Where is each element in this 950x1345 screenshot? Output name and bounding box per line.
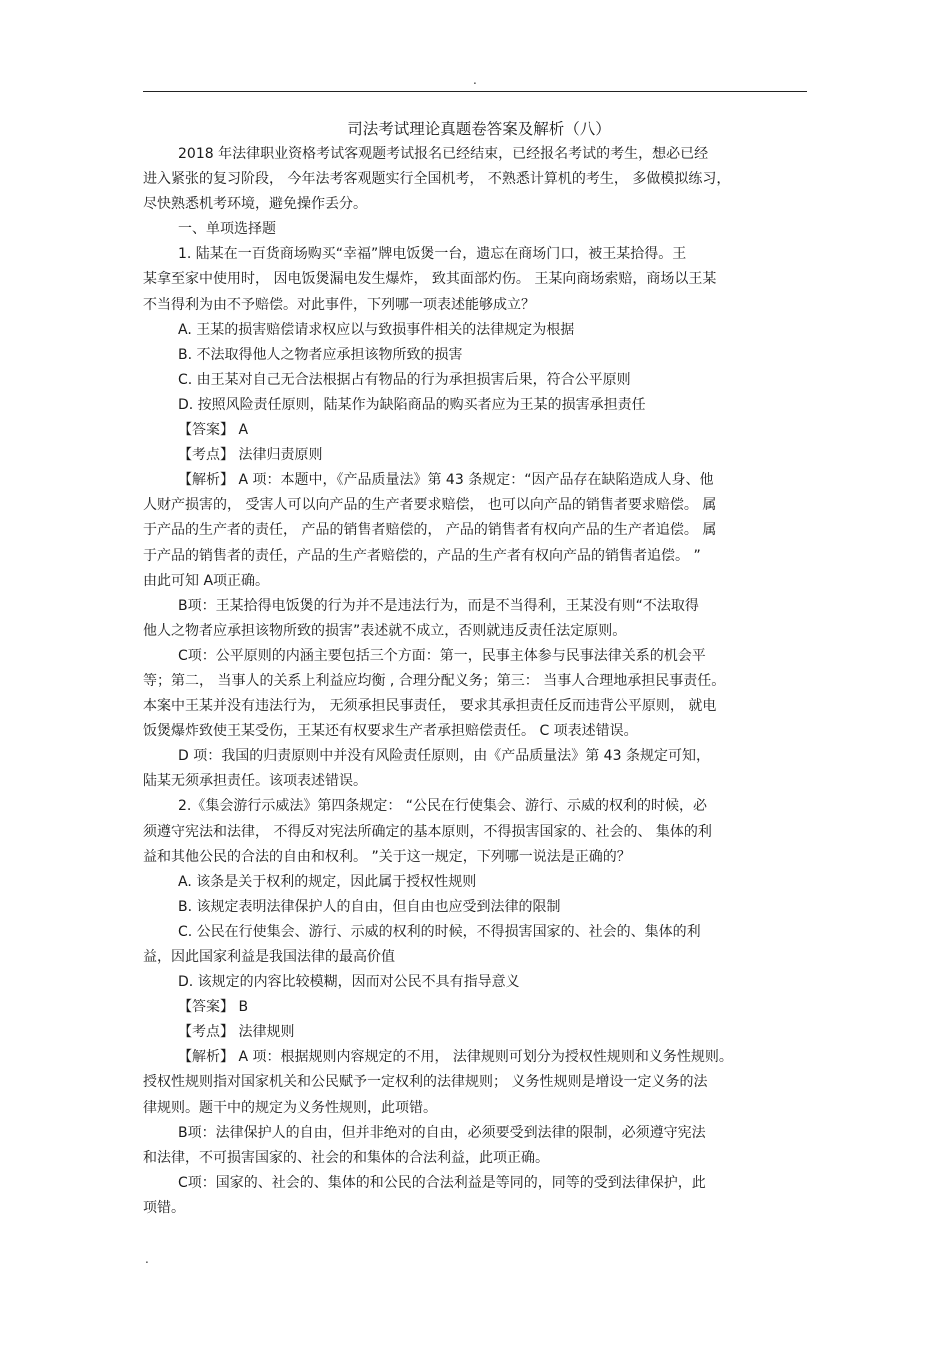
q1-analysis-b-line: B项：王某拾得电饭煲的行为并不是违法行为，而是不当得利，王某没有则“不法取得 [178,597,699,614]
intro-line: 2018 年法律职业资格考试客观题考试报名已经结束，已经报名考试的考生，想必已经 [178,146,709,162]
q1-analysis-c-line: 饭煲爆炸致使王某受伤，王某还有权要求生产者承担赔偿责任。 C 项表述错误。 [143,723,638,740]
q1-analysis-a-line: 人财产损害的， 受害人可以向产品的生产者要求赔偿， 也可以向产品的销售者要求赔偿。 属 [143,497,717,514]
q1-analysis-c-line: 等；第二， 当事人的关系上利益应均衡 , 合理分配义务；第三： 当事人合理地承担民事责任。 [143,672,726,689]
q1-analysis-a-line: 【解析】 A 项：本题中，《产品质量法》第 43 条规定：“因产品存在缺陷造成人身、他 [178,472,714,489]
q2-analysis-c-line: C项：国家的、社会的、集体的和公民的合法利益是等同的，同等的受到法律保护，此 [178,1174,706,1191]
q1-analysis-b-line: 他人之物者应承担该物所致的损害”表述就不成立，否则就违反责任法定原则。 [143,622,627,639]
intro-line: 进入紧张的复习阶段， 今年法考客观题实行全国机考， 不熟悉计算机的考生， 多做模拟练习， [143,171,731,188]
q2-analysis-b-line: 和法律，不可损害国家的、社会的和集体的合法利益，此项正确。 [143,1149,549,1166]
q1-analysis-c-line: C项：公平原则的内涵主要包括三个方面：第一，民事主体参与民事法律关系的机会平 [178,647,706,664]
q1-analysis-a-line: 于产品的销售者的责任，产品的生产者赔偿的，产品的生产者有权向产品的销售者追偿。 ” [143,547,701,564]
q1-stem-line: 1. 陆某在一百货商场购买“幸福”牌电饭煲一台，遗忘在商场门口，被王某拾得。王 [178,246,687,263]
q1-option-c: C. 由王某对自己无合法根据占有物品的行为承担损害后果，符合公平原则 [178,371,631,388]
q2-analysis-b-line: B项：法律保护人的自由，但并非绝对的自由，必须要受到法律的限制，必须遵守宪法 [178,1124,706,1141]
header-dot: . [473,73,477,87]
q1-stem-line: 某拿至家中使用时， 因电饭煲漏电发生爆炸， 致其面部灼伤。 王某向商场索赔，商场以王某 [143,271,717,288]
q2-analysis-a-line: 律规则。题干中的规定为义务性规则，此项错。 [143,1099,437,1116]
q2-option-c: C. 公民在行使集会、游行、示威的权利的时候，不得损害国家的、社会的、集体的利 [178,923,701,940]
q2-option-a: A. 该条是关于权利的规定，因此属于授权性规则 [178,873,477,890]
q1-analysis-a-line: 由此可知 A项正确。 [143,572,270,589]
q1-point: 【考点】 法律归责原则 [178,447,323,464]
q2-stem-line: 须遵守宪法和法律， 不得反对宪法所确定的基本原则，不得损害国家的、社会的、 集体的利 [143,823,712,840]
document-title: 司法考试理论真题卷答案及解析（八） [347,120,611,138]
q2-option-b: B. 该规定表明法律保护人的自由，但自由也应受到法律的限制 [178,898,561,915]
q2-option-c-continued: 益，因此国家利益是我国法律的最高价值 [143,949,395,965]
q2-point: 【考点】 法律规则 [178,1024,295,1041]
q1-analysis-d-line: 陆某无须承担责任。该项表述错误。 [143,773,367,790]
q2-stem-line: 2.《集会游行示威法》第四条规定： “公民在行使集会、游行、示威的权利的时候，必 [178,798,708,815]
header-rule [143,91,807,92]
q2-option-d: D. 该规定的内容比较模糊，因而对公民不具有指导意义 [178,974,520,991]
q1-answer: 【答案】 A [178,422,249,439]
footer-dot: . [145,1252,149,1266]
q2-analysis-a-line: 【解析】 A 项：根据规则内容规定的不用， 法律规则可划分为授权性规则和义务性规则。 [178,1049,733,1066]
q1-analysis-d-line: D 项：我国的归责原则中并没有风险责任原则，由《产品质量法》第 43 条规定可知， [178,748,710,765]
q2-answer: 【答案】 B [178,999,249,1016]
q1-option-a: A. 王某的损害赔偿请求权应以与致损事件相关的法律规定为根据 [178,321,575,338]
q1-option-d: D. 按照风险责任原则，陆某作为缺陷商品的购买者应为王某的损害承担责任 [178,396,646,413]
q1-option-b: B. 不法取得他人之物者应承担该物所致的损害 [178,346,463,363]
document-body [143,116,807,1221]
q1-stem-line: 不当得利为由不予赔偿。对此事件，下列哪一项表述能够成立？ [143,296,535,313]
q1-analysis-a-line: 于产品的生产者的责任， 产品的销售者赔偿的， 产品的销售者有权向产品的生产者追偿。 属 [143,522,717,539]
q1-analysis-c-line: 本案中王某并没有违法行为， 无须承担民事责任， 要求其承担责任反而违背公平原则， 就电 [143,698,717,715]
intro-line: 尽快熟悉机考环境，避免操作丢分。 [143,196,367,213]
q2-stem-line: 益和其他公民的合法的自由和权利。 ”关于这一规定，下列哪一说法是正确的？ [143,848,631,865]
section-heading: 一、单项选择题 [178,221,276,238]
q2-analysis-c-line: 项错。 [143,1199,185,1216]
q2-analysis-a-line: 授权性规则指对国家机关和公民赋予一定权利的法律规则； 义务性规则是增设一定义务的法 [143,1074,708,1091]
